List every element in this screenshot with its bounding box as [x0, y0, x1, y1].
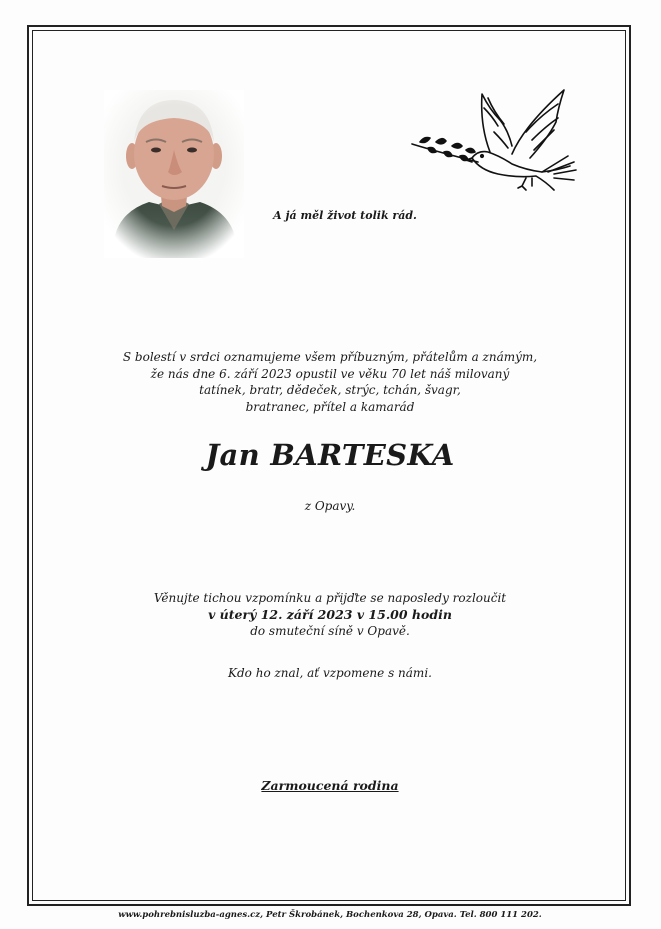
funeral-service-footer: www.pohrebnisluzba-agnes.cz, Petr Škrobánek, Bochenkova 28, Opava. Tel. 800 111 202. [118, 910, 542, 920]
announcement-line: tatínek, bratr, dědeček, strýc, tchán, švagr, [199, 383, 461, 397]
deceased-name: Jan BARTESKA [205, 438, 455, 472]
ceremony-details [90, 590, 570, 640]
announcement-line: bratranec, přítel a kamarád [245, 399, 415, 414]
dove-with-olive-branch-icon [408, 86, 580, 201]
deceased-origin: z Opavy. [304, 499, 356, 513]
ceremony-intro: Věnujte tichou vzpomínku a přijďte se naposledy rozloučit [153, 591, 507, 605]
announcement-line: S bolestí v srdci oznamujeme všem příbuzným, přátelům a známým, [122, 350, 538, 364]
announcement-line: že nás dne 6. září 2023 opustil ve věku 70 let náš milovaný [150, 366, 510, 381]
ceremony-location: do smuteční síně v Opavě. [250, 624, 410, 638]
motto-quote: A já měl život tolik rád. [273, 209, 417, 222]
family-signature: Zarmoucená rodina [261, 778, 399, 793]
remembrance-line: Kdo ho znal, ať vzpomene s námi. [228, 666, 432, 680]
death-announcement [90, 349, 570, 415]
portrait-photo [104, 90, 244, 258]
ceremony-datetime: v úterý 12. září 2023 v 15.00 hodin [208, 606, 452, 622]
